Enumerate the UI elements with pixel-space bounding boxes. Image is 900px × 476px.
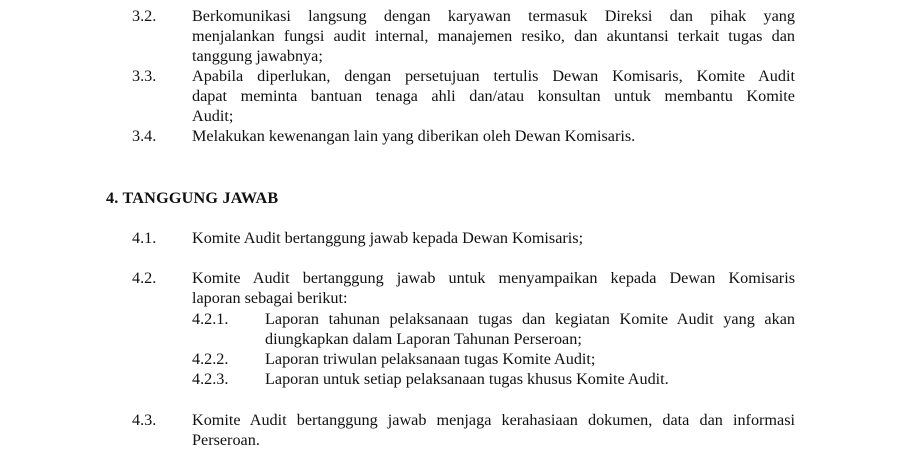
item-number: 4.3. [132, 411, 157, 429]
subitem-number: 4.2.1. [192, 310, 229, 328]
item-text-line: laporan sebagai berikut: [192, 289, 348, 307]
item-text-line: Perseroan. [192, 431, 260, 449]
item-number: 3.4. [132, 127, 157, 145]
subitem-text-line: Laporan triwulan pelaksanaan tugas Komite Audit; [265, 350, 596, 368]
item-text-line: Komite Audit bertanggung jawab kepada Dewan Komisaris; [192, 229, 584, 247]
item-text-line: Berkomunikasi langsung dengan karyawan termasuk Direksi dan pihak yang [192, 7, 795, 25]
item-text-line: dapat meminta bantuan tenaga ahli dan/atau konsultan untuk membantu Komite [192, 87, 795, 105]
subitem-number: 4.2.2. [192, 350, 229, 368]
item-text-line: tanggung jawabnya; [192, 47, 323, 65]
item-text-line: menjalankan fungsi audit internal, manajemen resiko, dan akuntansi terkait tugas dan [192, 27, 795, 45]
item-number: 3.3. [132, 67, 157, 85]
item-text-line: Melakukan kewenangan lain yang diberikan oleh Dewan Komisaris. [192, 127, 636, 145]
subitem-number: 4.2.3. [192, 370, 229, 388]
subitem-text-line: Laporan tahunan pelaksanaan tugas dan kegiatan Komite Audit yang akan [265, 310, 795, 328]
subitem-text-line: diungkapkan dalam Laporan Tahunan Perseroan; [265, 330, 582, 348]
item-text-line: Audit; [192, 107, 234, 125]
item-number: 4.2. [132, 269, 157, 287]
section-heading: 4. TANGGUNG JAWAB [106, 189, 279, 207]
subitem-text-line: Laporan untuk setiap pelaksanaan tugas khusus Komite Audit. [265, 370, 669, 388]
item-number: 3.2. [132, 7, 157, 25]
item-number: 4.1. [132, 229, 157, 247]
item-text-line: Komite Audit bertanggung jawab menjaga kerahasiaan dokumen, data dan informasi [192, 411, 795, 429]
item-text-line: Komite Audit bertanggung jawab untuk menyampaikan kepada Dewan Komisaris [192, 269, 795, 287]
item-text-line: Apabila diperlukan, dengan persetujuan tertulis Dewan Komisaris, Komite Audit [192, 67, 795, 85]
